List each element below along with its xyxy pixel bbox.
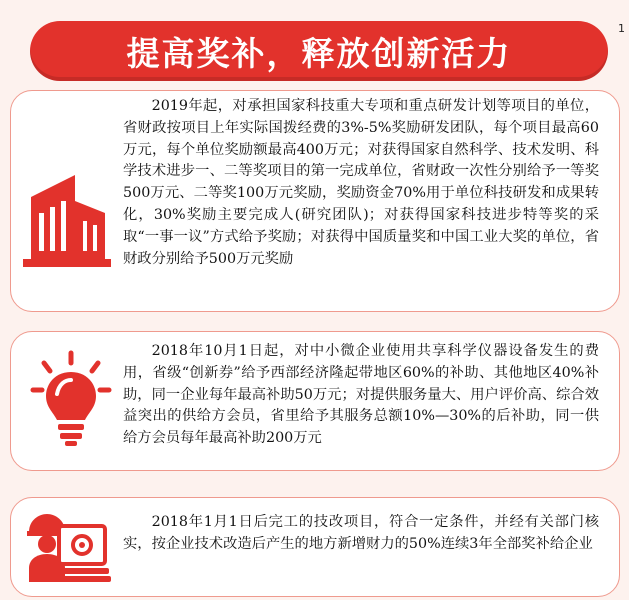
- policy-text-tech-upgrade: 2018年1月1日后完工的技改项目，符合一定条件，并经有关部门核实，按企业技术改造后产生的地方新增财力的50%连续3年全部奖补给企业: [123, 514, 599, 552]
- policy-text-innovation-voucher: 2018年10月1日起，对中小微企业使用共享科学仪器设备发生的费用，省级“创新券”给予西部经济隆起带地区60%的补助、其他地区40%补助，同一企业每年最高补助50万元；对提供服务量大、用户评价高、综合效益突出的供给方会员，省里给予其服务总额10%—30%的后补助，同一供给方会员每年最高补助200万元: [123, 343, 599, 447]
- policy-text-research-awards: 2019年起，对承担国家科技重大专项和重点研发计划等项目的单位，省财政按项目上年实际国拨经费的3%-5%奖励研发团队，每个项目最高60万元，每个单位奖励额最高400万元；对获得国家自然科学、技术发明、科学技术进步一、二等奖项目的第一完成单位，省财政一次性分别给予一等奖500万元、二等奖100万元奖励，奖励资金70%用于单位科技研发和成果转化，30%奖励主要完成人(研究团队)；对获得国家科技进步特等奖的采取“一事一议”方式给予奖励；对获得中国质量奖和中国工业大奖的单位，省财政分别给予500万元奖励: [123, 98, 599, 267]
- policy-panel-tech-upgrade: [10, 497, 620, 597]
- policy-panel-research-awards: [10, 90, 620, 312]
- title-banner: [30, 21, 608, 81]
- page-number: 1: [618, 22, 625, 35]
- page-title: 提高奖补，释放创新活力: [126, 33, 512, 73]
- building-icon: [23, 161, 111, 269]
- lightbulb-icon: [29, 350, 113, 448]
- policy-panel-innovation-voucher: [10, 331, 620, 471]
- engineer-computer-icon: [25, 512, 111, 584]
